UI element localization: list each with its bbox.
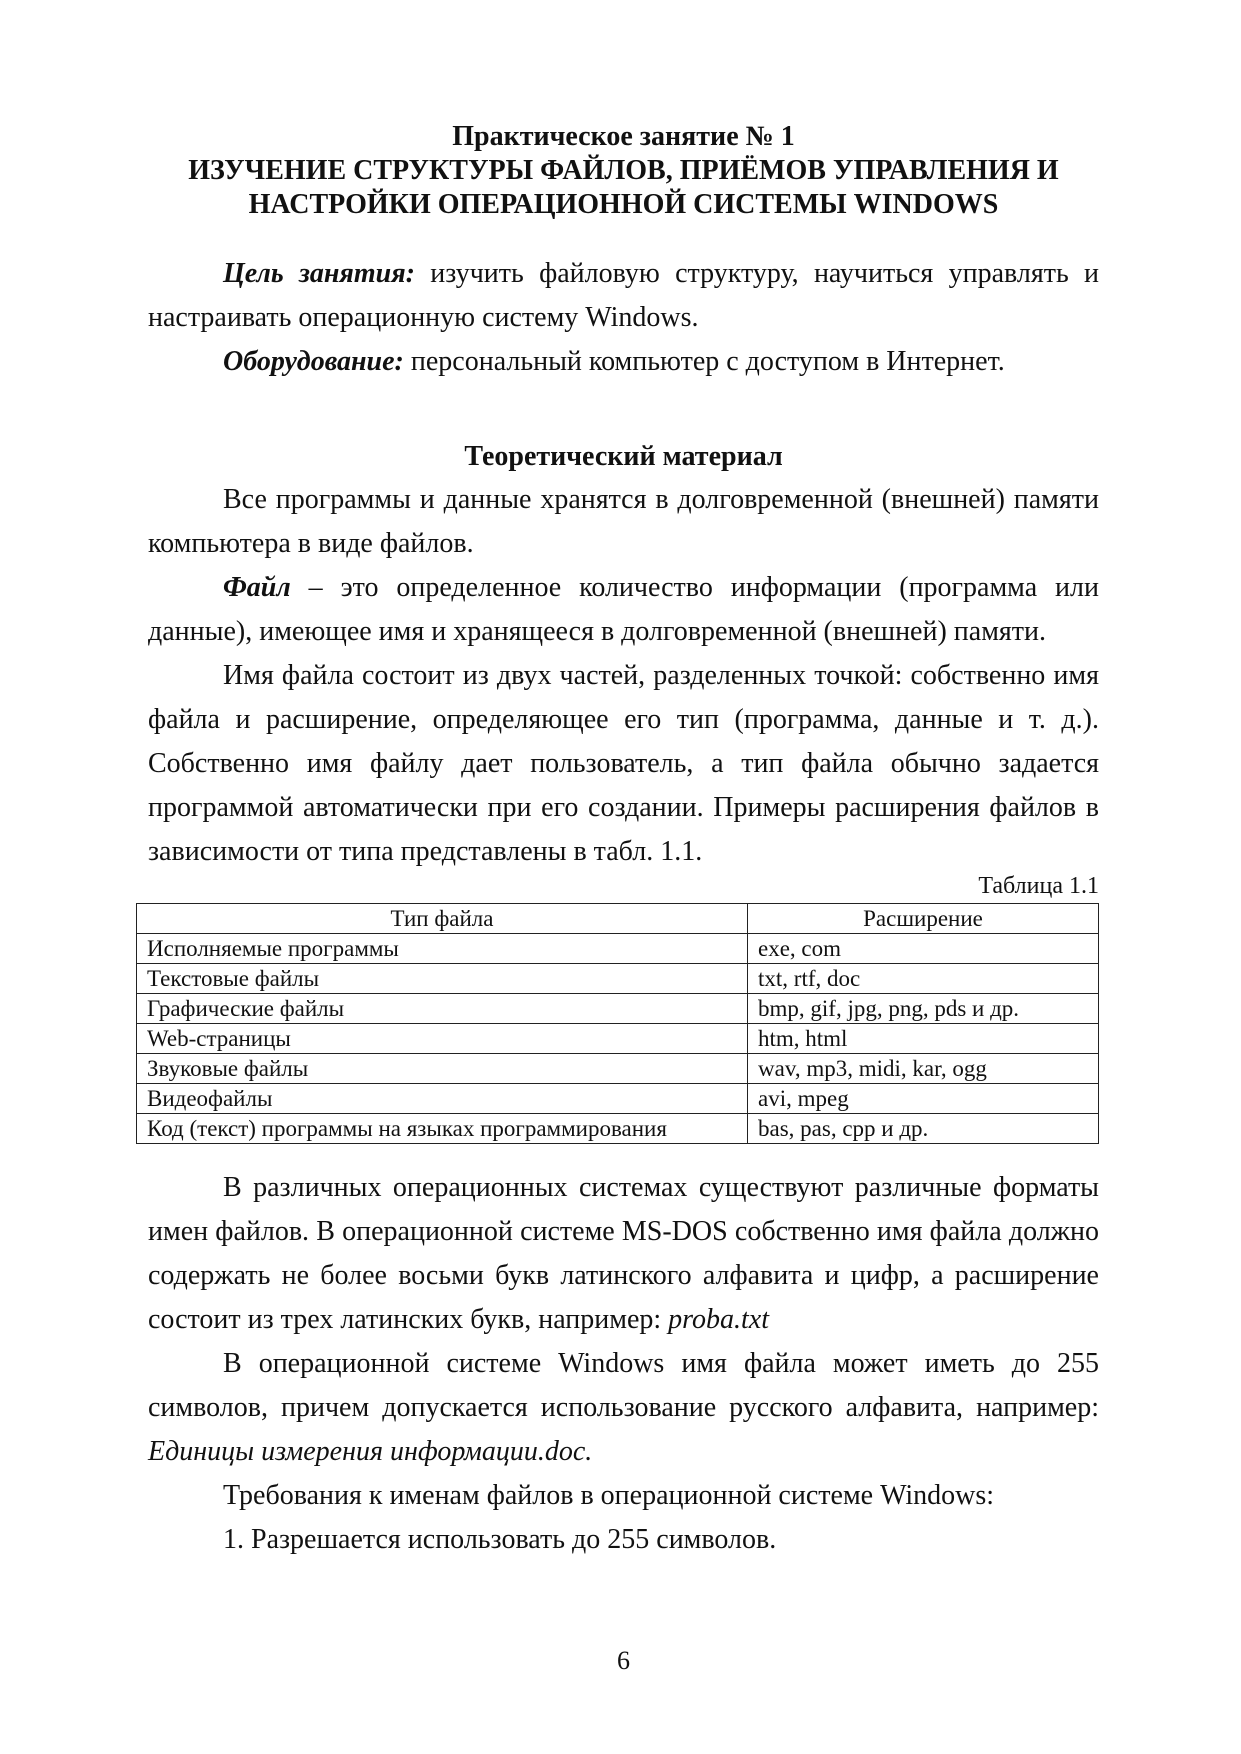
windows-names-paragraph: В операционной системе Windows имя файла может иметь до 255 символов, причем допускается использование русского алфавита, например: Единицы измерения информации.doc. <box>148 1348 1099 1467</box>
example-msdos-filename: proba.txt <box>668 1304 770 1335</box>
goal-label: Цель занятия: <box>223 258 415 289</box>
table-row: Звуковые файлы wav, mp3, midi, kar, ogg <box>137 1054 1099 1084</box>
page-number: 6 <box>617 1646 630 1675</box>
equipment-text: персональный компьютер с доступом в Интернет. <box>403 346 1005 377</box>
equipment-label: Оборудование: <box>223 346 404 377</box>
title-line-2: ИЗУЧЕНИЕ СТРУКТУРЫ ФАЙЛОВ, ПРИЁМОВ УПРАВЛЕНИЯ И <box>188 155 1059 186</box>
title-line-1: Практическое занятие № 1 <box>452 121 795 152</box>
requirement-item-1: 1. Разрешается использовать до 255 символов. <box>223 1524 777 1555</box>
table-row: Код (текст) программы на языках программирования bas, pas, cpp и др. <box>137 1114 1099 1144</box>
table-row: Графические файлы bmp, gif, jpg, png, pds и др. <box>137 994 1099 1024</box>
file-extension-table <box>136 903 1099 1144</box>
theory-paragraph-3: Имя файла состоит из двух частей, разделенных точкой: собственно имя файла и расширение, определяющее его тип (программа, данные и т. д.). Собственно имя файлу дает пользователь, а тип файла обычно задается программой автоматически при его создании. Примеры расширения файлов в зависимости от типа представлены в табл. 1.1. <box>148 660 1099 867</box>
section-heading: Теоретический материал <box>464 441 783 472</box>
theory-paragraph-1: Все программы и данные хранятся в долговременной (внешней) памяти компьютера в виде файлов. <box>148 484 1099 559</box>
example-windows-filename: Единицы измерения информации.doc. <box>148 1436 593 1467</box>
goal-paragraph <box>148 252 1099 340</box>
table-row: Видеофайлы avi, mpeg <box>137 1084 1099 1114</box>
theory-paragraph-2: Файл – это определенное количество информации (программа или данные), имеющее имя и хранящееся в долговременной (внешней) памяти. <box>148 572 1099 647</box>
term-file: Файл <box>223 572 291 603</box>
goal-text: изучить файловую структуру, научиться управлять и настраивать операционную систему Windows. <box>148 258 1100 333</box>
requirements-paragraph: Требования к именам файлов в операционной системе Windows: <box>223 1480 995 1511</box>
header-file-type: Тип файла <box>137 904 748 934</box>
table-row: Текстовые файлы txt, rtf, doc <box>137 964 1099 994</box>
title-line-3: НАСТРОЙКИ ОПЕРАЦИОННОЙ СИСТЕМЫ WINDOWS <box>248 189 999 220</box>
table-row: Web-страницы htm, html <box>137 1024 1099 1054</box>
table-caption: Таблица 1.1 <box>978 873 1099 899</box>
header-extension: Расширение <box>748 904 1099 934</box>
table-header-row <box>137 904 1099 934</box>
table-row: Исполняемые программы exe, com <box>137 934 1099 964</box>
formats-paragraph: В различных операционных системах существуют различные форматы имен файлов. В операционной системе MS-DOS собственно имя файла должно содержать не более восьми букв латинского алфавита и цифр, а расширение состоит из трех латинских букв, например: proba.txt <box>148 1172 1099 1335</box>
equipment-paragraph <box>148 340 1099 384</box>
